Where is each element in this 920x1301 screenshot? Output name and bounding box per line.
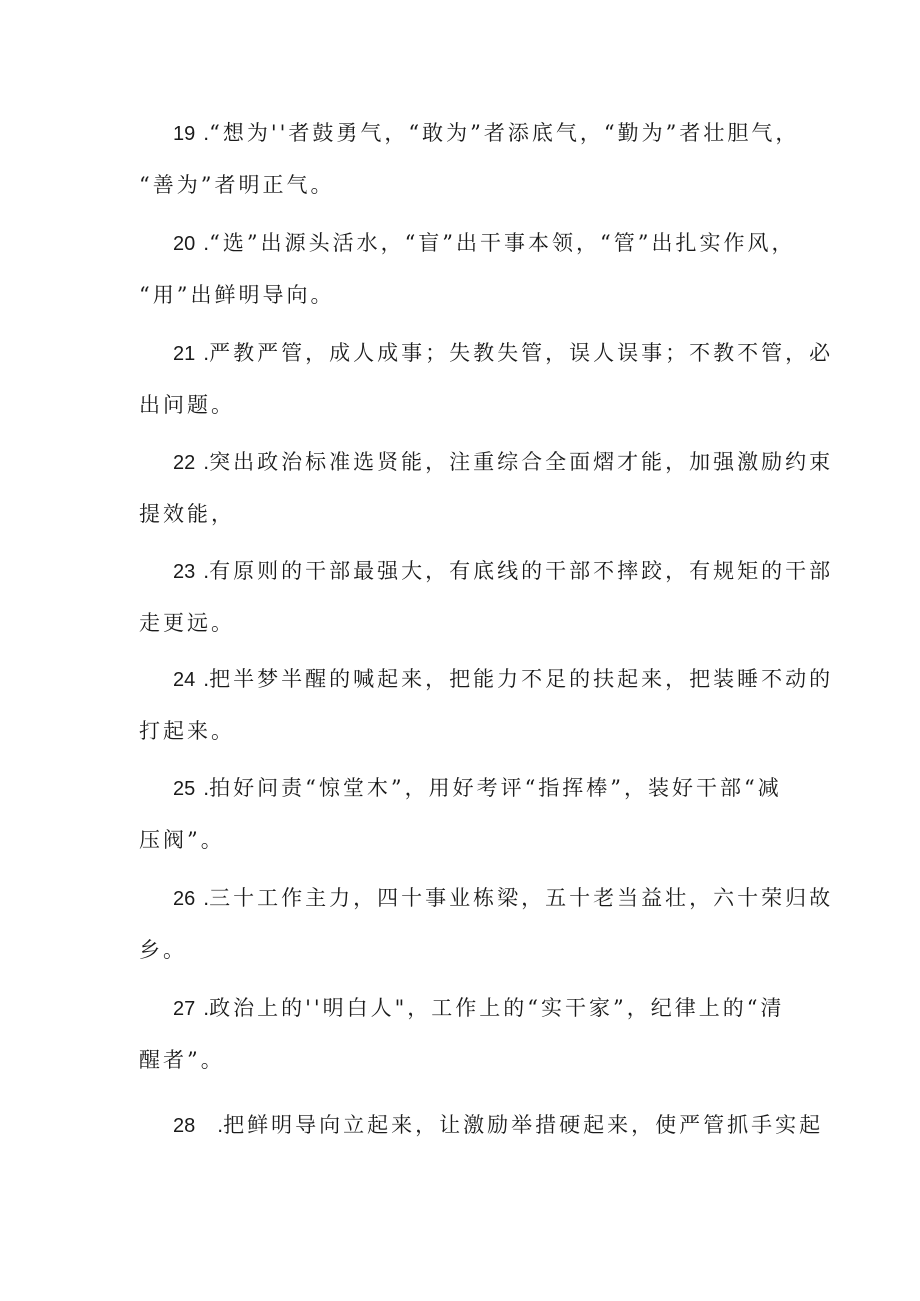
item-text: “选”出源头活水，“盲”出干事本领，“管”出扎实作风， [209,231,796,255]
item-text: 把鲜明导向立起来，让激励举措硬起来，使严管抓手实起 [223,1113,824,1137]
item-text: 三十工作主力，四十事业栋梁，五十老当益壮，六十荣归故 [209,886,834,910]
item-text: 政治上的''明白人"，工作上的“实干家”，纪律上的“清 [209,996,785,1020]
item-text: 拍好问责“惊堂木”，用好考评“指挥棒”，装好干部“减 [209,776,782,800]
item-number: 21 [173,343,196,365]
item-first-line: 20 .“选”出源头活水，“盲”出干事本领，“管”出扎实作风， [173,231,796,255]
item-continuation: “善为”者明正气。 [139,173,335,197]
item-first-line: 28 .把鲜明导向立起来，让激励举措硬起来，使严管抓手实起 [173,1113,824,1137]
item-first-line: 27 .政治上的''明白人"，工作上的“实干家”，纪律上的“清 [173,996,785,1020]
item-text: 突出政治标准选贤能，注重综合全面熠才能，加强激励约束 [209,450,834,474]
item-number: 22 [173,452,196,474]
item-continuation: “用”出鲜明导向。 [139,283,335,307]
item-continuation: 提效能， [139,502,235,526]
item-text: 严教严管，成人成事；失教失管，误人误事；不教不管，必 [209,341,834,365]
item-text: 有原则的干部最强大，有底线的干部不摔跤，有规矩的干部 [209,559,834,583]
item-text: “想为''者鼓勇气，“敢为”者添底气，“勤为”者壮胆气， [209,121,800,145]
item-first-line: 26 .三十工作主力，四十事业栋梁，五十老当益壮，六十荣归故 [173,886,834,910]
item-continuation: 走更远。 [139,611,235,635]
item-number: 26 [173,888,196,910]
item-first-line: 24 .把半梦半醒的喊起来，把能力不足的扶起来，把装睡不动的 [173,667,834,691]
item-first-line: 21 .严教严管，成人成事；失教失管，误人误事；不教不管，必 [173,341,834,365]
item-continuation: 打起来。 [139,719,235,743]
item-first-line: 19 .“想为''者鼓勇气，“敢为”者添底气，“勤为”者壮胆气， [173,121,800,145]
item-number: 23 [173,561,196,583]
item-first-line: 25 .拍好问责“惊堂木”，用好考评“指挥棒”，装好干部“减 [173,776,782,800]
item-number: 20 [173,233,196,255]
item-first-line: 23 .有原则的干部最强大，有底线的干部不摔跤，有规矩的干部 [173,559,834,583]
item-text: 把半梦半醒的喊起来，把能力不足的扶起来，把装睡不动的 [209,667,834,691]
item-number: 28 [173,1115,196,1137]
item-number: 19 [173,123,196,145]
item-continuation: 醒者”。 [139,1048,225,1072]
item-continuation: 乡。 [139,938,187,962]
item-continuation: 压阀”。 [139,828,225,852]
item-continuation: 出问题。 [139,393,235,417]
item-number: 27 [173,998,196,1020]
item-number: 24 [173,669,196,691]
item-number: 25 [173,778,196,800]
item-first-line: 22 .突出政治标准选贤能，注重综合全面熠才能，加强激励约束 [173,450,834,474]
